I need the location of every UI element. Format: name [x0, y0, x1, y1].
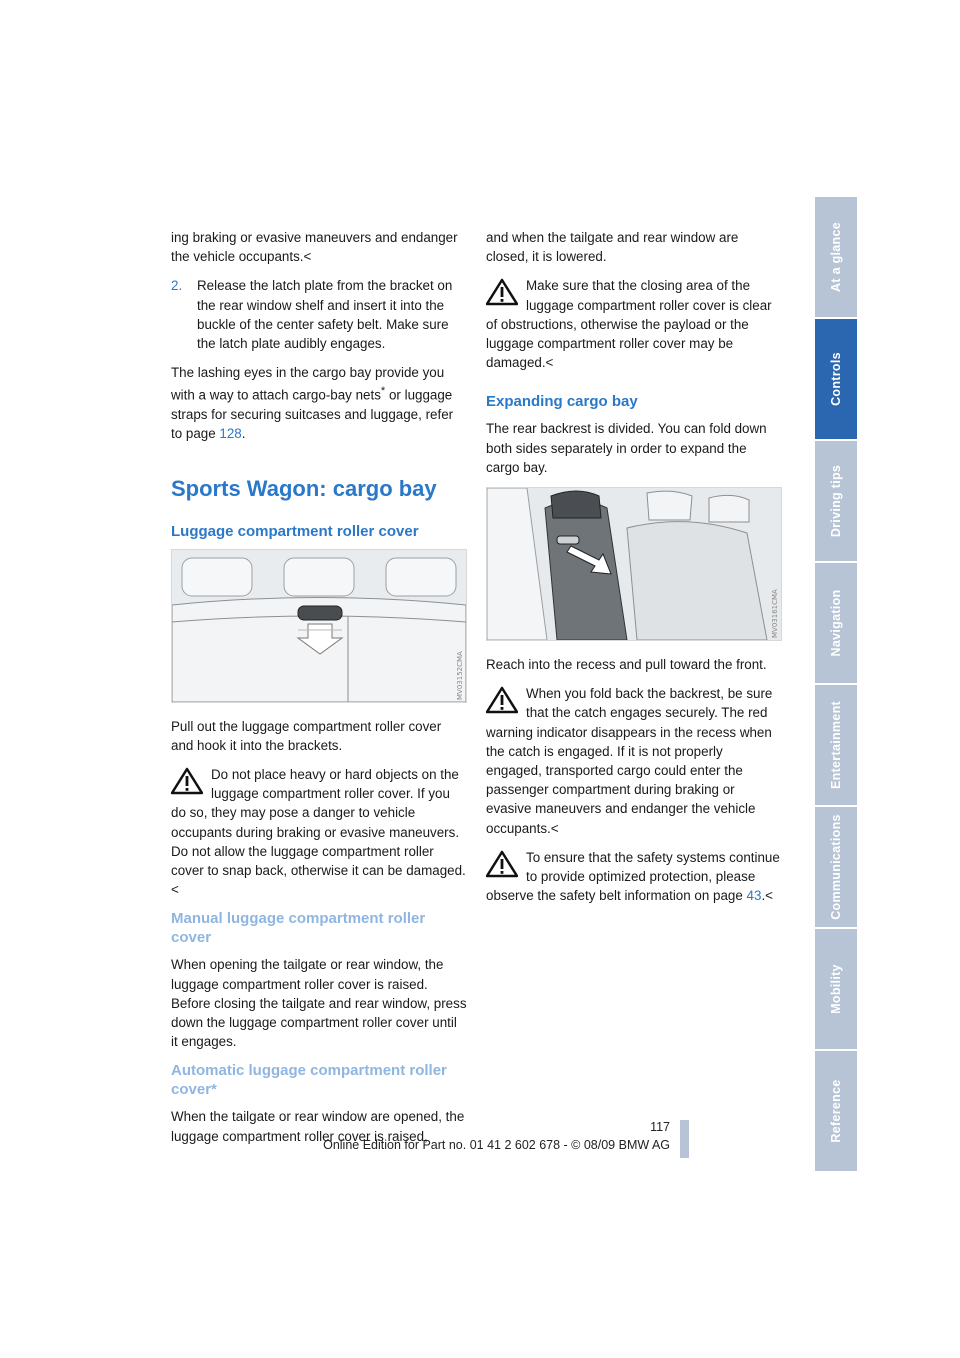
paragraph: When the tailgate or rear window are opened, the luggage compartment roller cover is raised,	[171, 1109, 465, 1144]
thumb-tab-reference[interactable]	[815, 1051, 857, 1173]
right-column	[486, 228, 782, 915]
paragraph: When opening the tailgate or rear window, the luggage compartment roller cover is raised. Before closing the tailgate and rear window, press down the luggage compartment roller cover until it engages.	[171, 957, 467, 1050]
warning-text: Make sure that the closing area of the luggage compartment roller cover is clear of obstructions, otherwise the payload or the luggage compartment roller cover may be damaged.<	[486, 278, 772, 371]
page-number: 117	[650, 1120, 670, 1134]
warning-text: Do not place heavy or hard objects on the luggage compartment roller cover. If you do so, they may pose a danger to vehicle occupants during braking or evasive maneuvers. Do not allow the luggage compartment roller cover to snap back, otherwise it can be damaged.<	[171, 766, 466, 898]
paragraph: Pull out the luggage compartment roller cover and hook it into the brackets.	[171, 718, 442, 753]
thumb-tab-driving-tips[interactable]	[815, 441, 857, 563]
section-heading: Sports Wagon: cargo bay	[171, 475, 437, 501]
thumb-tab-label: At a glance	[829, 222, 843, 292]
figure-code: MV03161CMA	[771, 589, 779, 639]
warning-note	[486, 276, 782, 372]
thumb-tab-mobility[interactable]	[815, 929, 857, 1051]
paragraph: The rear backrest is divided. You can fold down both sides separately in order to expand the cargo bay.	[486, 421, 767, 475]
page-link[interactable]: 128	[219, 426, 242, 442]
subsection-heading: Automatic luggage compartment roller cover*	[171, 1062, 447, 1099]
thumb-tab-label: Driving tips	[829, 464, 843, 538]
thumb-index	[815, 197, 857, 1173]
warning-triangle-icon	[171, 767, 203, 795]
warning-triangle-icon	[486, 686, 518, 714]
backrest-illustration	[487, 488, 781, 640]
warning-note	[171, 765, 467, 899]
backrest-figure	[486, 487, 782, 641]
warning-triangle-icon	[486, 278, 518, 306]
thumb-tab-entertainment[interactable]	[815, 685, 857, 807]
subsection-heading: Luggage compartment roller cover	[171, 522, 419, 540]
left-column	[171, 228, 467, 1156]
paragraph: ing braking or evasive maneuvers and endanger the vehicle occupants.<	[171, 230, 458, 265]
subsection-heading: Manual luggage compartment roller cover	[171, 910, 426, 947]
text: .<	[761, 888, 773, 904]
thumb-tab-label: Mobility	[829, 964, 843, 1014]
thumb-tab-label: Navigation	[829, 589, 843, 657]
thumb-tab-label: Entertainment	[829, 701, 843, 789]
thumb-tab-label: Controls	[829, 352, 843, 406]
thumb-tab-communications[interactable]	[815, 807, 857, 929]
thumb-tab-label: Communications	[829, 814, 843, 920]
warning-text: When you fold back the backrest, be sure that the catch engages securely. The red warning indicator disappears in the recess when the catch is engaged. If it is not properly engaged, transported cargo could enter the passenger compartment during braking or evasive maneuvers and endanger the vehicle occupants.<	[486, 686, 773, 836]
roller-cover-figure	[171, 549, 467, 703]
thumb-tab-at-a-glance[interactable]	[815, 197, 857, 319]
text: The lashing eyes in the cargo bay provide you with a way to attach cargo-bay nets	[171, 365, 445, 403]
warning-note	[486, 684, 782, 838]
step-text: Release the latch plate from the bracket on the rear window shelf and insert it into the buckle of the center safety belt. Make sure the latch plate audibly engages.	[197, 278, 453, 352]
step-number: 2.	[171, 278, 183, 294]
footer: Online Edition for Part no. 01 41 2 602 678 - © 08/09 BMW AG	[323, 1138, 670, 1152]
paragraph	[171, 363, 467, 443]
text: or luggage straps for securing suitcases and luggage, refer to page	[171, 387, 454, 442]
paragraph: and when the tailgate and rear window are closed, it is lowered.	[486, 230, 739, 265]
thumb-tab-navigation[interactable]	[815, 563, 857, 685]
margin-bar	[680, 1120, 689, 1158]
roller-cover-illustration	[172, 550, 466, 702]
figure-code: MV03152CMA	[456, 650, 464, 700]
warning-triangle-icon	[486, 850, 518, 878]
thumb-tab-controls[interactable]	[815, 319, 857, 441]
warning-note	[486, 848, 782, 906]
text: .	[241, 426, 246, 442]
step-item	[171, 276, 467, 353]
paragraph: Reach into the recess and pull toward the front.	[486, 657, 767, 673]
page-link[interactable]: 43	[746, 888, 762, 904]
option-star: *	[380, 385, 386, 398]
thumb-tab-label: Reference	[829, 1079, 843, 1143]
subsection-heading: Expanding cargo bay	[486, 393, 638, 411]
warning-text: To ensure that the safety systems continue to provide optimized protection, please observe the safety belt information on page	[486, 849, 780, 904]
